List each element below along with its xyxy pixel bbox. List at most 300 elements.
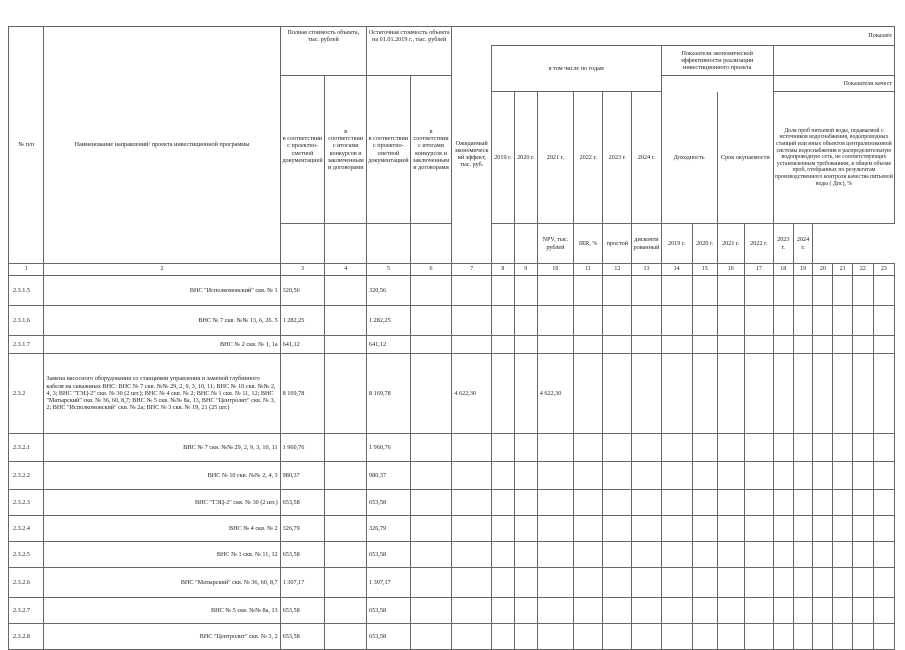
empty-cell: [793, 276, 813, 306]
empty-cell: [744, 568, 773, 598]
empty-cell: [325, 516, 367, 542]
full-cost-psd: 641,12: [280, 336, 325, 354]
row-number: 2.3.1.5: [9, 276, 44, 306]
empty-cell: [852, 568, 873, 598]
year-2021-value: [537, 598, 573, 624]
empty-cell: [603, 516, 632, 542]
row-number: 2.3.1.7: [9, 336, 44, 354]
empty-cell: [744, 624, 773, 650]
empty-cell: [661, 276, 692, 306]
empty-cell: [873, 434, 894, 462]
empty-cell: [793, 306, 813, 336]
empty-cell: [632, 516, 661, 542]
full-cost-psd: 1 307,17: [280, 568, 325, 598]
empty-cell: [873, 306, 894, 336]
empty-cell: [410, 568, 452, 598]
empty-cell: [410, 542, 452, 568]
project-name: ВНС № 5 скв. №№ 8а, 13: [44, 598, 280, 624]
project-name: ВНС "Исполкомовский" скв. № 1: [44, 276, 280, 306]
empty-cell: [793, 598, 813, 624]
full-cost-psd: 8 169,78: [280, 354, 325, 434]
empty-cell: [773, 568, 793, 598]
column-index: 17: [744, 264, 773, 276]
column-index: 19: [793, 264, 813, 276]
empty-cell: [632, 568, 661, 598]
year-2021-value: [537, 542, 573, 568]
residual-cost-psd: 653,58: [367, 490, 411, 516]
empty-cell: [325, 336, 367, 354]
expected-effect: 4 622,30: [452, 354, 492, 434]
row-number: 2.3.1.6: [9, 306, 44, 336]
empty-cell: [514, 542, 537, 568]
year-2021-value: [537, 568, 573, 598]
empty-cell: [873, 624, 894, 650]
empty-cell: [833, 624, 853, 650]
empty-cell: [603, 462, 632, 490]
column-index: 21: [833, 264, 853, 276]
row-number: 2.3.2.2: [9, 462, 44, 490]
full-cost-psd: 1 282,25: [280, 306, 325, 336]
empty-cell: [852, 336, 873, 354]
empty-cell: [692, 276, 717, 306]
empty-cell: [514, 354, 537, 434]
expected-effect: [452, 542, 492, 568]
header-simple: простой: [603, 224, 632, 264]
empty-cell: [325, 490, 367, 516]
project-name: ВНС № 4 скв. № 2: [44, 516, 280, 542]
empty-cell: [632, 462, 661, 490]
column-index: 23: [873, 264, 894, 276]
investment-program-table: [8, 26, 895, 650]
header-year-2020: 2020 г.: [514, 92, 537, 224]
project-name: ВНС "Матырский" скв. № 36, 60, 8,7: [44, 568, 280, 598]
empty-cell: [410, 490, 452, 516]
empty-cell: [813, 434, 833, 462]
header-residual-cost: Остаточная стоимость объекта на 01.01.2019 г., тыс. рублей: [367, 27, 452, 76]
empty-cell: [833, 490, 853, 516]
empty-cell: [514, 336, 537, 354]
table-row: [9, 624, 895, 650]
empty-cell: [661, 598, 692, 624]
empty-cell: [491, 542, 514, 568]
empty-cell: [325, 568, 367, 598]
empty-cell: [717, 434, 744, 462]
table-row: [9, 336, 895, 354]
empty-cell: [603, 434, 632, 462]
empty-cell: [717, 276, 744, 306]
empty-cell: [410, 354, 452, 434]
project-name: ВНС "Центролит" скв. № 3, 2: [44, 624, 280, 650]
empty-cell: [574, 598, 603, 624]
empty-cell: [514, 624, 537, 650]
empty-cell: [692, 306, 717, 336]
empty-cell: [833, 598, 853, 624]
column-index: 3: [280, 264, 325, 276]
empty-cell: [514, 598, 537, 624]
empty-cell: [717, 490, 744, 516]
column-index: 1: [9, 264, 44, 276]
empty-cell: [632, 354, 661, 434]
column-index: 14: [661, 264, 692, 276]
column-index: 2: [44, 264, 280, 276]
year-2021-value: [537, 516, 573, 542]
empty-cell: [692, 336, 717, 354]
project-name: ВНС № 7 скв. №№ 13, 6, 26. 5: [44, 306, 280, 336]
empty-cell: [717, 568, 744, 598]
column-index: 9: [514, 264, 537, 276]
header-efficiency: Показатели экономической эффективности реализации инвестиционного проекта: [661, 46, 773, 76]
empty-cell: [514, 434, 537, 462]
project-name: ВНС № 1 скв. № 11, 12: [44, 542, 280, 568]
expected-effect: [452, 598, 492, 624]
empty-cell: [873, 598, 894, 624]
empty-cell: [574, 542, 603, 568]
empty-cell: [410, 434, 452, 462]
empty-cell: [410, 336, 452, 354]
header-q-2024: 2024 г.: [793, 224, 813, 264]
empty-cell: [325, 462, 367, 490]
empty-cell: [773, 598, 793, 624]
year-2021-value: [537, 276, 573, 306]
column-index: 7: [452, 264, 492, 276]
empty-cell: [773, 462, 793, 490]
empty-cell: [491, 336, 514, 354]
project-name: ВНС № 7 скв. №№ 29, 2, 9, 3, 10, 11: [44, 434, 280, 462]
empty-cell: [632, 306, 661, 336]
empty-cell: [491, 354, 514, 434]
year-2021-value: [537, 336, 573, 354]
empty-cell: [744, 490, 773, 516]
table-row: [9, 598, 895, 624]
empty-cell: [574, 462, 603, 490]
empty-cell: [661, 306, 692, 336]
header-npv: NPV, тыс. рублей: [537, 224, 573, 264]
empty-cell: [632, 434, 661, 462]
row-number: 2.3.2.6: [9, 568, 44, 598]
empty-cell: [793, 568, 813, 598]
empty-cell: [813, 516, 833, 542]
empty-cell: [813, 598, 833, 624]
empty-cell: [813, 462, 833, 490]
header-years-group: в том числе по годам: [491, 46, 661, 92]
empty-cell: [744, 276, 773, 306]
empty-cell: [744, 306, 773, 336]
residual-cost-psd: 1 960,76: [367, 434, 411, 462]
empty-cell: [873, 516, 894, 542]
residual-cost-psd: 1 307,17: [367, 568, 411, 598]
empty-cell: [813, 276, 833, 306]
empty-cell: [744, 516, 773, 542]
full-cost-psd: 653,58: [280, 624, 325, 650]
empty-cell: [632, 598, 661, 624]
empty-cell: [773, 490, 793, 516]
row-number: 2.3.2: [9, 354, 44, 434]
header-q-2022: 2022 г.: [744, 224, 773, 264]
empty-cell: [833, 336, 853, 354]
empty-cell: [514, 516, 537, 542]
header-quality-desc: Доля проб питьевой воды, подаваемой с источников водоснабжения, водопроводных станций или иных объектов централизованной системы водоснабжения в распределительную водопроводную сеть, не соответствующих установленным требованиям, в общем объеме проб, отобранных по результатам производственного контроля качества питьевой воды ( Дпс), %: [773, 92, 894, 224]
empty-cell: [773, 276, 793, 306]
full-cost-psd: 980,37: [280, 462, 325, 490]
table-row: [9, 542, 895, 568]
empty-cell: [793, 624, 813, 650]
empty-cell: [661, 542, 692, 568]
column-index: 13: [632, 264, 661, 276]
residual-cost-psd: 8 169,78: [367, 354, 411, 434]
empty-cell: [603, 542, 632, 568]
expected-effect: [452, 490, 492, 516]
header-c4: в соответствии с итогами конкурсов и заключенными договорами: [325, 76, 367, 224]
empty-cell: [491, 490, 514, 516]
empty-cell: [833, 542, 853, 568]
empty-cell: [574, 490, 603, 516]
empty-cell: [793, 516, 813, 542]
expected-effect: [452, 568, 492, 598]
column-index: 11: [574, 264, 603, 276]
empty-cell: [692, 598, 717, 624]
empty-cell: [717, 598, 744, 624]
empty-cell: [852, 598, 873, 624]
empty-cell: [793, 490, 813, 516]
empty-cell: [603, 624, 632, 650]
empty-cell: [692, 490, 717, 516]
row-number: 2.3.2.5: [9, 542, 44, 568]
table-body: [9, 276, 895, 650]
residual-cost-psd: 653,58: [367, 624, 411, 650]
full-cost-psd: 653,58: [280, 490, 325, 516]
residual-cost-psd: 326,79: [367, 516, 411, 542]
column-index: 16: [717, 264, 744, 276]
year-2021-value: 4 622,30: [537, 354, 573, 434]
empty-cell: [692, 542, 717, 568]
empty-cell: [744, 462, 773, 490]
residual-cost-psd: 980,37: [367, 462, 411, 490]
header-discounted: дисконтированный: [632, 224, 661, 264]
empty-cell: [813, 306, 833, 336]
empty-cell: [692, 624, 717, 650]
year-2021-value: [537, 490, 573, 516]
header-quality: Показатели качест: [773, 76, 894, 92]
header-q-2019: 2019 г.: [661, 224, 692, 264]
empty-cell: [873, 336, 894, 354]
table-row: [9, 276, 895, 306]
header-full-cost: Полная стоимость объекта, тыс. рублей: [280, 27, 366, 76]
empty-cell: [873, 354, 894, 434]
column-index: 4: [325, 264, 367, 276]
empty-cell: [325, 354, 367, 434]
empty-cell: [603, 354, 632, 434]
header-expected-effect: Ожидаемый экономический эффект, тыс. руб.: [452, 46, 492, 264]
empty-cell: [692, 516, 717, 542]
empty-cell: [514, 462, 537, 490]
empty-cell: [410, 462, 452, 490]
empty-cell: [661, 516, 692, 542]
empty-cell: [773, 542, 793, 568]
empty-cell: [410, 598, 452, 624]
empty-cell: [852, 462, 873, 490]
empty-cell: [514, 568, 537, 598]
header-payback: Срок окупаемости: [717, 92, 773, 224]
empty-cell: [603, 276, 632, 306]
column-index: 6: [410, 264, 452, 276]
header-year-2024: 2024 г.: [632, 92, 661, 224]
empty-cell: [833, 434, 853, 462]
empty-cell: [773, 336, 793, 354]
empty-cell: [514, 490, 537, 516]
empty-cell: [574, 354, 603, 434]
empty-cell: [717, 306, 744, 336]
empty-cell: [813, 542, 833, 568]
empty-cell: [852, 542, 873, 568]
empty-cell: [410, 624, 452, 650]
empty-cell: [852, 516, 873, 542]
empty-cell: [661, 434, 692, 462]
column-index: 12: [603, 264, 632, 276]
column-index: 18: [773, 264, 793, 276]
empty-cell: [852, 490, 873, 516]
residual-cost-psd: 653,58: [367, 542, 411, 568]
empty-cell: [717, 516, 744, 542]
residual-cost-psd: 653,58: [367, 598, 411, 624]
empty-cell: [661, 624, 692, 650]
empty-cell: [491, 598, 514, 624]
empty-cell: [773, 354, 793, 434]
header-irr: IRR, %: [574, 224, 603, 264]
row-number: 2.3.2.4: [9, 516, 44, 542]
empty-cell: [325, 598, 367, 624]
header-project-name: Наименование направлений/ проекта инвестиционной программы: [44, 27, 280, 264]
empty-cell: [491, 462, 514, 490]
empty-cell: [813, 336, 833, 354]
project-name: ВНС "ТЭЦ-2" скв. № 30 (2 шт.): [44, 490, 280, 516]
header-row-number: № п/п: [9, 27, 44, 264]
empty-cell: [692, 354, 717, 434]
residual-cost-psd: 641,12: [367, 336, 411, 354]
empty-cell: [773, 624, 793, 650]
header-c6: в соответствии с итогами конкурсов и заключенными договорами: [410, 76, 452, 224]
empty-cell: [793, 434, 813, 462]
column-index: 8: [491, 264, 514, 276]
expected-effect: [452, 276, 492, 306]
empty-cell: [574, 516, 603, 542]
empty-cell: [603, 598, 632, 624]
empty-cell: [833, 354, 853, 434]
empty-cell: [574, 336, 603, 354]
empty-cell: [632, 624, 661, 650]
empty-cell: [717, 624, 744, 650]
empty-cell: [773, 516, 793, 542]
empty-cell: [410, 306, 452, 336]
empty-cell: [833, 462, 853, 490]
row-number: 2.3.2.3: [9, 490, 44, 516]
empty-cell: [514, 276, 537, 306]
empty-cell: [574, 276, 603, 306]
empty-cell: [514, 306, 537, 336]
empty-cell: [603, 568, 632, 598]
column-index: 22: [852, 264, 873, 276]
empty-cell: [325, 542, 367, 568]
empty-cell: [744, 354, 773, 434]
empty-cell: [692, 462, 717, 490]
empty-cell: [852, 276, 873, 306]
project-name: Замена насосного оборудования со станциями управления и заменой глубинного кабеля на скважинах ВНС: ВНС № 7 скв. №№ 29, 2, 9, 3, 10, 11; ВНС № 10 скв. №№ 2, 4, 3; ВНС "ТЭЦ-2" скв. № 30 (2 шт.); ВНС № 4 скв. № 2; ВНС № 1 скв. № 11, 12; ВНС "Матырский" скв. № 36, 60, 8,7; ВНС № 5 скв. №№ 8а, 13, ВНС "Центролит" скв. № 3, 2; ВНС "Исполкомовский" скв. № 2а; ВНС № 3 скв. № 19, 21 (25 шт.): [44, 354, 280, 434]
year-2021-value: [537, 306, 573, 336]
column-index: 20: [813, 264, 833, 276]
empty-cell: [793, 354, 813, 434]
expected-effect: [452, 624, 492, 650]
empty-cell: [717, 354, 744, 434]
expected-effect: [452, 462, 492, 490]
empty-cell: [833, 306, 853, 336]
empty-cell: [325, 276, 367, 306]
empty-cell: [873, 276, 894, 306]
empty-cell: [574, 624, 603, 650]
header-year-2019: 2019 г.: [491, 92, 514, 224]
empty-cell: [410, 276, 452, 306]
expected-effect: [452, 516, 492, 542]
empty-cell: [491, 516, 514, 542]
empty-cell: [632, 542, 661, 568]
header-c3: в соответствии с проектно-сметной документацией: [280, 76, 325, 224]
empty-cell: [852, 624, 873, 650]
empty-cell: [661, 490, 692, 516]
empty-cell: [632, 490, 661, 516]
expected-effect: [452, 434, 492, 462]
empty-cell: [833, 276, 853, 306]
empty-cell: [717, 336, 744, 354]
expected-effect: [452, 336, 492, 354]
header-q-2020: 2020 г.: [692, 224, 717, 264]
header-q-2023: 2023 г.: [773, 224, 793, 264]
row-number: 2.3.2.8: [9, 624, 44, 650]
year-2021-value: [537, 434, 573, 462]
empty-cell: [813, 624, 833, 650]
header-year-2021: 2021 г.: [537, 92, 573, 224]
empty-cell: [661, 462, 692, 490]
empty-cell: [833, 568, 853, 598]
empty-cell: [603, 490, 632, 516]
empty-cell: [491, 434, 514, 462]
empty-cell: [852, 354, 873, 434]
header-c5: в соответствии с проектно-сметной документацией: [367, 76, 411, 224]
empty-cell: [491, 276, 514, 306]
project-name: ВНС № 2 скв. № 1, 1а: [44, 336, 280, 354]
residual-cost-psd: 1 282,25: [367, 306, 411, 336]
empty-cell: [661, 336, 692, 354]
full-cost-psd: 1 960,76: [280, 434, 325, 462]
empty-cell: [873, 568, 894, 598]
table-row: [9, 568, 895, 598]
empty-cell: [873, 462, 894, 490]
row-number: 2.3.2.1: [9, 434, 44, 462]
row-number: 2.3.2.7: [9, 598, 44, 624]
empty-cell: [692, 434, 717, 462]
empty-cell: [813, 568, 833, 598]
empty-cell: [692, 568, 717, 598]
empty-cell: [793, 462, 813, 490]
full-cost-psd: 653,58: [280, 598, 325, 624]
empty-cell: [773, 306, 793, 336]
expected-effect: [452, 306, 492, 336]
empty-cell: [873, 490, 894, 516]
empty-cell: [603, 336, 632, 354]
empty-cell: [744, 542, 773, 568]
column-index: 15: [692, 264, 717, 276]
empty-cell: [574, 306, 603, 336]
full-cost-psd: 320,56: [280, 276, 325, 306]
column-index: 10: [537, 264, 573, 276]
empty-cell: [773, 434, 793, 462]
